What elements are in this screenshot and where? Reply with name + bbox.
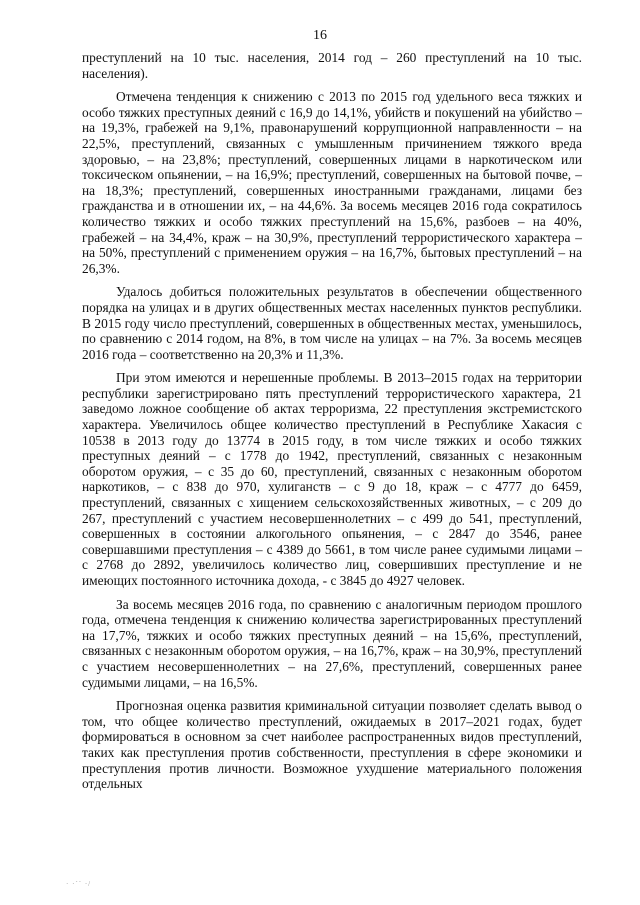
paragraph-eight-months-2016: За восемь месяцев 2016 года, по сравнению с аналогичным периодом прошлого года, отмечена тенденция к снижению количества зарегистрированных преступлений на 17,7%, тяжких и особо тяжких преступных деяний – на 15,6%, преступлений, связанных с незаконным оборотом оружия, – на 16,7%, краж – на 30,9%, преступлений с участием несовершеннолетних – на 27,6%, преступлений, совершенных ранее судимыми лицами, – на 16,5%. bbox=[82, 596, 582, 690]
paragraph-public-order-results: Удалось добиться положительных результатов в обеспечении общественного порядка на улицах и в других общественных местах населенных пунктов республики. В 2015 году число преступлений, совершенных в общественных местах, уменьшилось, по сравнению с 2014 годом, на 8%, в том числе на улицах – на 7%. За восемь месяцев 2016 года – соответственно на 20,3% и 11,3%. bbox=[82, 284, 582, 362]
paragraph-1-continuation: преступлений на 10 тыс. населения, 2014 год – 260 преступлений на 10 тыс. населения). bbox=[82, 50, 582, 81]
page-number: 16 bbox=[313, 28, 327, 43]
document-body bbox=[82, 50, 582, 800]
paragraph-crime-decline-trend: Отмечена тенденция к снижению с 2013 по 2015 год удельного веса тяжких и особо тяжких преступных деяний с 16,9 до 14,1%, убийств и покушений на убийство – на 19,3%, грабежей на 9,1%, правонарушений коррупционной направленности – на 22,5%, преступлений, связанных с умышленным причинением тяжкого вреда здоровью, – на 23,8%; преступлений, совершенных лицами в наркотическом или токсическом опьянении, – на 16,9%; преступлений, совершенных на бытовой почве, – на 18,3%; преступлений, совершенных иностранными гражданами, лицами без гражданства и в отношении их, – на 44,6%. За восемь месяцев 2016 года сократилось количество тяжких и особо тяжких преступлений на 15,6%, разбоев – на 40%, грабежей – на 34,4%, краж – на 30,9%, преступлений террористического характера – на 50%, преступлений с применением оружия – на 16,7%, бытовых преступлений – на 26,3%. bbox=[82, 89, 582, 276]
paragraph-unresolved-problems: При этом имеются и нерешенные проблемы. В 2013–2015 годах на территории республики зарегистрировано пять преступлений террористического характера, 21 заведомо ложное сообщение об актах терроризма, 22 преступления экстремистского характера. Увеличилось общее количество преступлений в Республике Хакасия с 10538 в 2013 году до 13774 в 2015 году, в том числе тяжких и особо тяжких преступных деяний – с 1778 до 1942, преступлений, связанных с незаконным оборотом оружия, – с 35 до 60, преступлений, связанных с незаконным оборотом наркотиков, – с 838 до 970, хулиганств – с 9 до 18, краж – с 4777 до 6459, преступлений, связанных с хищением сельскохозяйственных животных, – с 209 до 267, преступлений с участием несовершеннолетних – с 499 до 541, преступлений, совершенных в состоянии алкогольного опьянения, – с 2847 до 3546, ранее совершавшими преступления – с 4389 до 5661, в том числе ранее судимыми лицами – с 2768 до 2892, увеличилось количество лиц, совершивших преступление и не имеющих постоянного источника дохода, - с 3845 до 4927 человек. bbox=[82, 370, 582, 588]
paragraph-forecast: Прогнозная оценка развития криминальной ситуации позволяет сделать вывод о том, что общее количество преступлений, ожидаемых в 2017–2021 годах, будет формироваться в основном за счет наиболее распространенных видов преступлений, таких как преступления против собственности, преступления в сфере экономики и преступления против личности. Возможное ухудшение материального положения отдельных bbox=[82, 698, 582, 792]
margin-scan-mark: · ·´´ ·/ bbox=[66, 880, 92, 888]
